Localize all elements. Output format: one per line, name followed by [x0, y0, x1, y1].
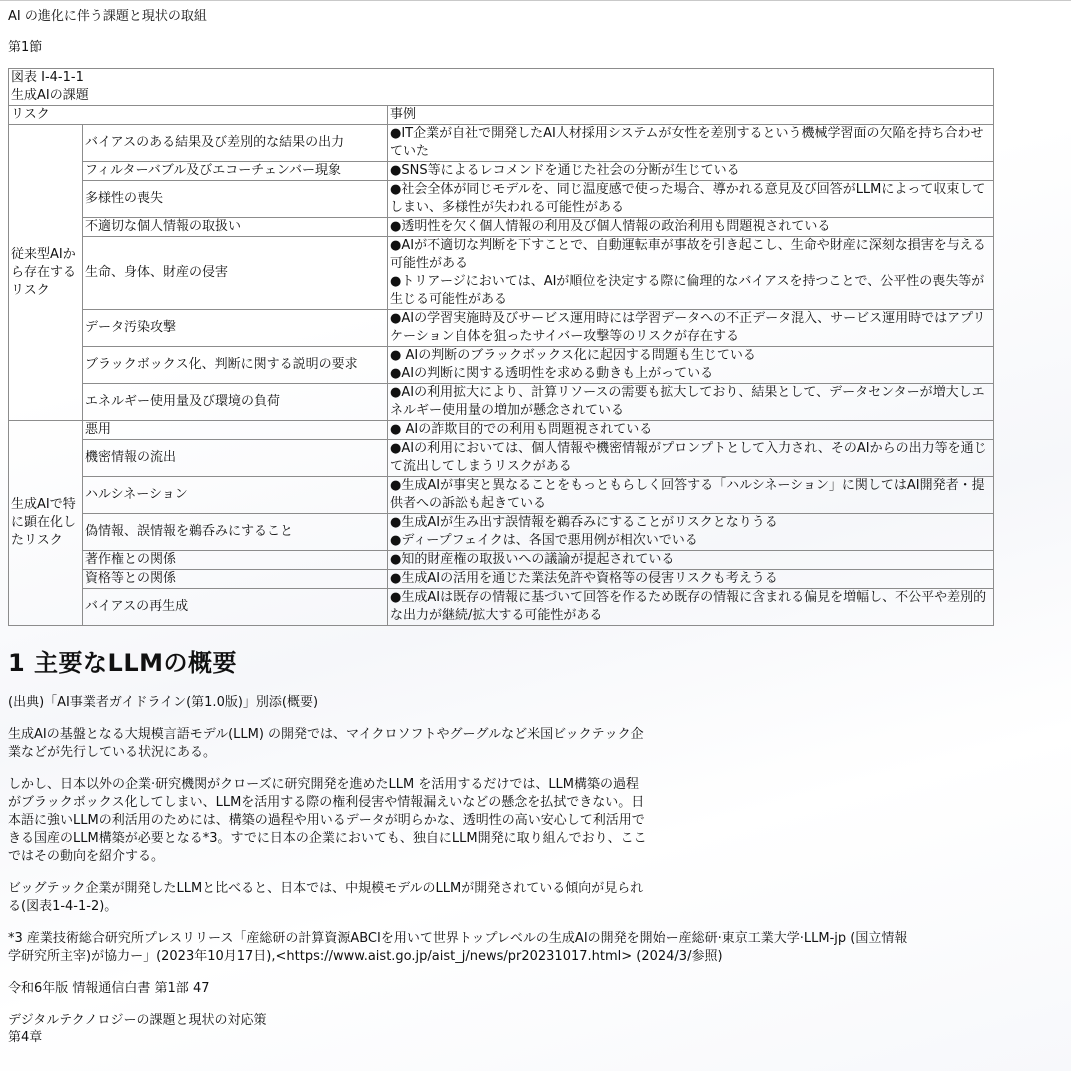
risk-name-cell: データ汚染攻撃 [83, 310, 388, 347]
risk-name-cell: バイアスのある結果及び差別的な結果の出力 [83, 125, 388, 162]
example-item: ●AIの判断に関する透明性を求める動きも上がっている [390, 366, 714, 381]
risk-category-cell: 生成AIで特に顕在化したリスク [9, 421, 83, 626]
risk-example-cell [388, 589, 994, 626]
risk-example-cell [388, 384, 994, 421]
table-row [9, 589, 994, 626]
column-header-example: 事例 [388, 106, 994, 125]
table-row [9, 310, 994, 347]
llm-section-heading: 1 主要なLLMの概要 [8, 649, 238, 677]
document-page [8, 8, 993, 1046]
risk-table [8, 68, 994, 626]
example-item: ●透明性を欠く個人情報の利用及び個人情報の政治利用も問題視されている [390, 219, 831, 234]
table-row [9, 237, 994, 310]
risk-example-cell [388, 421, 994, 440]
figure-id: 図表 I-4-1-1 [11, 70, 84, 85]
risk-example-cell [388, 310, 994, 347]
risk-name-cell: エネルギー使用量及び環境の負荷 [83, 384, 388, 421]
top-rule [0, 0, 1071, 1]
example-item: ●AIの学習実施時及びサービス運用時には学習データへの不正データ混入、サービス運用時ではアプリケーション自体を狙ったサイバー攻撃等のリスクが存在する [390, 311, 986, 344]
chapter-title: デジタルテクノロジーの課題と現状の対応策 [8, 1013, 267, 1028]
example-item: ● AIの判断のブラックボックス化に起因する問題も生じている [390, 348, 756, 363]
risk-name-cell: バイアスの再生成 [83, 589, 388, 626]
risk-name-cell: 機密情報の流出 [83, 440, 388, 477]
example-item: ●生成AIが生み出す誤情報を鵜呑みにすることがリスクとなりうる [390, 515, 778, 530]
table-row [9, 440, 994, 477]
risk-name-cell: 資格等との関係 [83, 570, 388, 589]
risk-name-cell: 著作権との関係 [83, 551, 388, 570]
table-row [9, 384, 994, 421]
chapter-block [8, 1012, 993, 1046]
table-row [9, 477, 994, 514]
figure-caption [9, 69, 994, 106]
table-header-row [9, 106, 994, 125]
example-item: ●IT企業が自社で開発したAI人材採用システムが女性を差別するという機械学習面の欠陥を持ち合わせていた [390, 126, 984, 159]
risk-example-cell [388, 477, 994, 514]
example-item: ●知的財産権の取扱いへの議論が提起されている [390, 552, 675, 567]
example-item: ●SNS等によるレコメンドを通じた社会の分断が生じている [390, 163, 740, 178]
table-row [9, 570, 994, 589]
risk-name-cell: ハルシネーション [83, 477, 388, 514]
source-citation: (出典)「AI事業者ガイドライン(第1.0版)」別添(概要) [8, 695, 319, 710]
risk-example-cell [388, 218, 994, 237]
risk-example-cell [388, 162, 994, 181]
example-item: ●ディープフェイクは、各国で悪用例が相次いでいる [390, 533, 698, 548]
example-item: ●トリアージにおいては、AIが順位を決定する際に倫理的なバイアスを持つことで、公平性の喪失等が生じる可能性がある [390, 274, 985, 307]
paragraph-2: しかし、日本以外の企業·研究機関がクローズに研究開発を進めたLLM を活用するだけでは、LLM構築の過程がブラックボックス化してしまい、LLMを活用する際の権利侵害や情報漏えいなどの懸念を払拭できない。日本語に強いLLMの利活用のためには、構築の過程や用いるデータが明らかな、透明性の高い安心して利活用できる国産のLLM構築が必要となる*3。すでに日本の企業においても、独自にLLM開発に取り組んでおり、ここではその動向を紹介する。 [8, 777, 647, 864]
section-number: 第1節 [8, 40, 43, 55]
page-footer-label: 令和6年版 情報通信白書 第1部 47 [8, 981, 210, 996]
risk-category-cell: 従来型AIから存在するリスク [9, 125, 83, 421]
table-row [9, 514, 994, 551]
running-title: AI の進化に伴う課題と現状の取組 [8, 9, 207, 24]
table-row [9, 551, 994, 570]
risk-example-cell [388, 551, 994, 570]
risk-name-cell: 多様性の喪失 [83, 181, 388, 218]
example-item: ●AIの利用拡大により、計算リソースの需要も拡大しており、結果として、データセンターが増大しエネルギー使用量の増加が懸念されている [390, 385, 985, 418]
footnote: *3 産業技術総合研究所プレスリリース「産総研の計算資源ABCIを用いて世界トップレベルの生成AIの開発を開始ー産総研·東京工業大学·LLM-jp (国立情報学研究所主宰)が協力ー」(2023年10月17日),<https://www.aist.go.jp/aist_j/news/pr20231017.html> (2024/3/参照) [8, 931, 908, 964]
risk-example-cell [388, 514, 994, 551]
figure-title: 生成AIの課題 [11, 88, 89, 103]
risk-example-cell [388, 440, 994, 477]
figure-caption-row [9, 69, 994, 106]
example-item: ●生成AIが事実と異なることをもっともらしく回答する「ハルシネーション」に関してはAI開発者・提供者への訴訟も起きている [390, 478, 985, 511]
example-item: ● AIの詐欺目的での利用も問題視されている [390, 422, 653, 437]
risk-name-cell: 不適切な個人情報の取扱い [83, 218, 388, 237]
table-row [9, 347, 994, 384]
risk-example-cell [388, 125, 994, 162]
example-item: ●AIが不適切な判断を下すことで、自動運転車が事故を引き起こし、生命や財産に深刻な損害を与える可能性がある [390, 238, 986, 271]
table-row [9, 421, 994, 440]
risk-example-cell [388, 347, 994, 384]
risk-example-cell [388, 181, 994, 218]
risk-name-cell: ブラックボックス化、判断に関する説明の要求 [83, 347, 388, 384]
paragraph-1: 生成AIの基盤となる大規模言語モデル(LLM) の開発では、マイクロソフトやグーグルなど米国ビックテック企業などが先行している状況にある。 [8, 727, 644, 760]
table-row [9, 162, 994, 181]
table-row [9, 125, 994, 162]
risk-example-cell [388, 570, 994, 589]
example-item: ●AIの利用においては、個人情報や機密情報がプロンプトとして入力され、そのAIからの出力等を通じて流出してしまうリスクがある [390, 441, 987, 474]
risk-example-cell [388, 237, 994, 310]
column-header-risk: リスク [9, 106, 388, 125]
table-row [9, 181, 994, 218]
paragraph-3: ビッグテック企業が開発したLLMと比べると、日本では、中規模モデルのLLMが開発されている傾向が見られる(図表1-4-1-2)。 [8, 881, 644, 914]
risk-name-cell: 偽情報、誤情報を鵜呑みにすること [83, 514, 388, 551]
risk-name-cell: フィルターバブル及びエコーチェンバー現象 [83, 162, 388, 181]
risk-name-cell: 悪用 [83, 421, 388, 440]
example-item: ●生成AIの活用を通じた業法免許や資格等の侵害リスクも考えうる [390, 571, 778, 586]
example-item: ●社会全体が同じモデルを、同じ温度感で使った場合、導かれる意見及び回答がLLMによって収束してしまい、多様性が失われる可能性がある [390, 182, 986, 215]
chapter-number: 第4章 [8, 1030, 43, 1045]
table-row [9, 218, 994, 237]
example-item: ●生成AIは既存の情報に基づいて回答を作るため既存の情報に含まれる偏見を増幅し、不公平や差別的な出力が継続/拡大する可能性がある [390, 590, 987, 623]
risk-name-cell: 生命、身体、財産の侵害 [83, 237, 388, 310]
